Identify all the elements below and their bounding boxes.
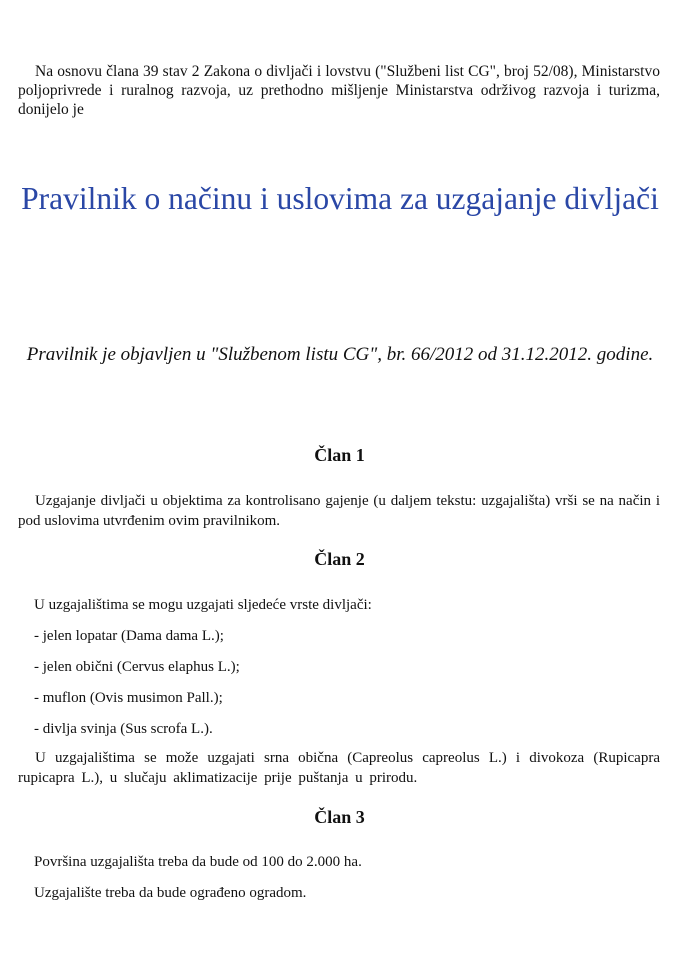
article-3-paragraph: Uzgajalište treba da bude ograđeno ogradom. — [34, 885, 307, 901]
species-list-item: - jelen lopatar (Dama dama L.); — [34, 628, 224, 644]
publication-note: Pravilnik je objavljen u "Službenom listu CG", br. 66/2012 od 31.12.2012. godine. — [26, 344, 654, 365]
preamble-paragraph: Na osnovu člana 39 stav 2 Zakona o divljači i lovstvu ("Službeni list CG", broj 52/08), Ministarstvo poljoprivrede i ruralnog razvoja, uz prethodno mišljenje Ministarstva održivog razvoja i turizma, donijelo je — [18, 63, 660, 118]
article-1-heading: Član 1 — [314, 445, 365, 465]
article-2-closing: U uzgajalištima se može uzgajati srna obična (Capreolus capreolus L.) i divokoza (Rupicapra rupicapra L.), u slučaju aklimatizacije prije puštanja u prirodu. — [18, 750, 660, 786]
species-list-item: - muflon (Ovis musimon Pall.); — [34, 690, 223, 706]
document-title: Pravilnik o načinu i uslovima za uzgajanje divljači — [21, 181, 659, 216]
article-2-intro: U uzgajalištima se mogu uzgajati sljedeće vrste divljači: — [34, 597, 372, 613]
article-2-heading: Član 2 — [314, 549, 365, 569]
article-1-text: Uzgajanje divljači u objektima za kontrolisano gajenje (u daljem tekstu: uzgajališta) vrši se na način i pod uslovima utvrđenim ovim pravilnikom. — [18, 493, 660, 529]
species-list-item: - jelen obični (Cervus elaphus L.); — [34, 659, 240, 675]
article-3-heading: Član 3 — [314, 807, 365, 827]
species-list-item: - divlja svinja (Sus scrofa L.). — [34, 721, 213, 737]
article-3-paragraph: Površina uzgajališta treba da bude od 100 do 2.000 ha. — [34, 854, 362, 870]
